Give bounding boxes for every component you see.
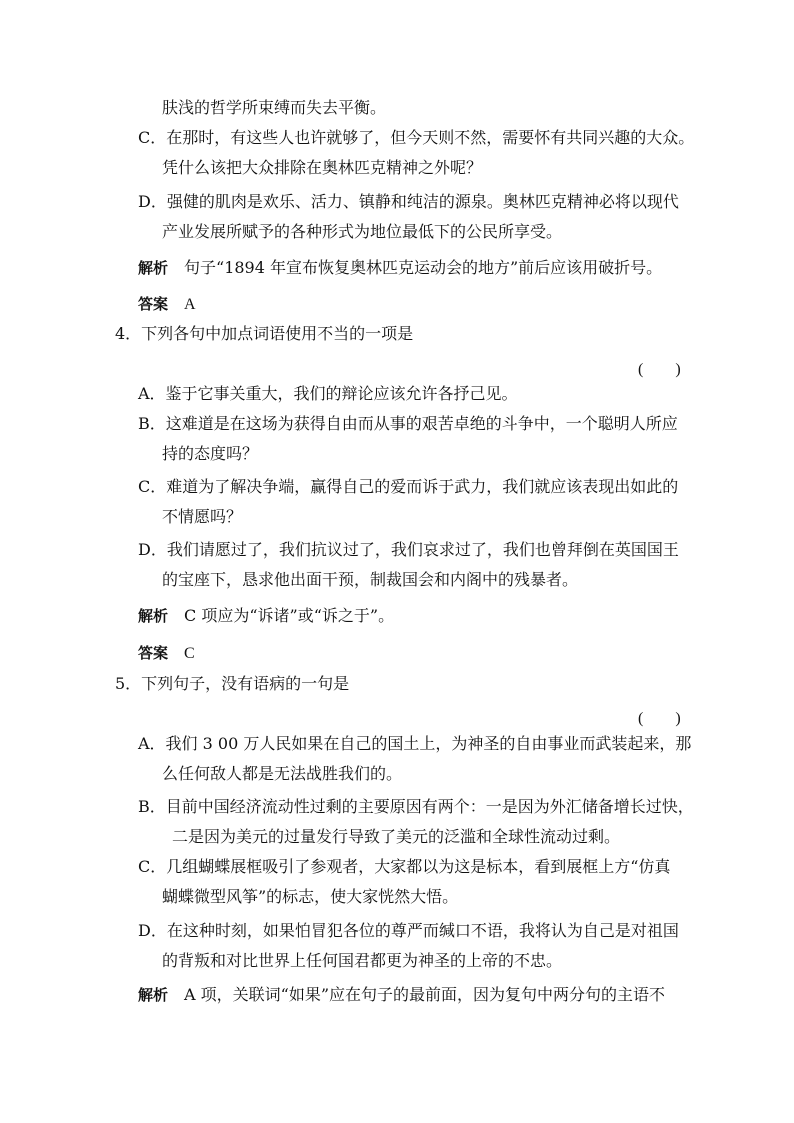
analysis-text: C 项应为“诉诸”或“诉之于”。 — [184, 606, 395, 625]
q4-option-d-line1: D．我们请愿过了，我们抗议过了，我们哀求过了，我们也曾拜倒在英国国王 — [138, 540, 679, 559]
q4-option-b-line1: B．这难道是在这场为获得自由而从事的艰苦卓绝的斗争中，一个聪明人所应 — [138, 414, 678, 433]
q4-stem: 4．下列各句中加点词语使用不当的一项是 — [115, 324, 414, 343]
q4-option-c-line1: C．难道为了解决争端，赢得自己的爱而诉于武力，我们就应该表现出如此的 — [138, 477, 679, 496]
q5-stem: 5．下列句子，没有语病的一句是 — [115, 674, 350, 693]
answer-label: 答案 — [138, 295, 169, 313]
q5-option-a-line1: A．我们 3 00 万人民如果在自己的国土上，为神圣的自由事业而武装起来，那 — [138, 734, 692, 753]
q4-option-c-line2: 不情愿吗？ — [162, 507, 243, 526]
q5-option-b-line2: 二是因为美元的过量发行导致了美元的泛滥和全球性流动过剩。 — [172, 827, 621, 846]
q4-option-d-line2: 的宝座下，恳求他出面干预，制裁国会和内阁中的残暴者。 — [162, 570, 579, 589]
q4-option-b-line2: 持的态度吗？ — [162, 444, 259, 463]
q5-option-c-line1: C．几组蝴蝶展框吸引了参观者，大家都以为这是标本，看到展框上方“仿真 — [138, 857, 671, 876]
q5-option-b-line1: B．目前中国经济流动性过剩的主要原因有两个：一是因为外汇储备增长过快， — [138, 797, 694, 816]
analysis-label: 解析 — [138, 986, 169, 1004]
q3-option-c-line1: C．在那时，有这些人也许就够了，但今天则不然，需要怀有共同兴趣的大众。 — [138, 128, 695, 147]
q3-analysis — [138, 258, 662, 278]
q3-answer — [138, 294, 196, 315]
q4-answer-bracket: ( ) — [638, 361, 681, 378]
analysis-label: 解析 — [138, 259, 169, 277]
q4-answer — [138, 643, 195, 664]
q3-option-c-line2: 凭什么该把大众排除在奥林匹克精神之外呢？ — [162, 158, 483, 177]
q5-option-a-line2: 么任何敌人都是无法战胜我们的。 — [162, 764, 403, 783]
q3-option-d-line2: 产业发展所赋予的各种形式为地位最低下的公民所享受。 — [162, 222, 563, 241]
analysis-text: A 项，关联词“如果”应在句子的最前面，因为复句中两分句的主语不 — [184, 985, 666, 1004]
q4-option-a: A．鉴于它事关重大，我们的辩论应该允许各抒己见。 — [138, 384, 518, 403]
q5-option-d-line1: D．在这种时刻，如果怕冒犯各位的尊严而缄口不语，我将认为自己是对祖国 — [138, 921, 679, 940]
analysis-text: 句子“1894 年宣布恢复奥林匹克运动会的地方”前后应该用破折号。 — [184, 258, 663, 277]
q4-analysis — [138, 606, 394, 626]
q5-answer-bracket: ( ) — [638, 710, 681, 727]
q3-option-b-continuation: 肤浅的哲学所束缚而失去平衡。 — [162, 98, 387, 117]
analysis-label: 解析 — [138, 607, 169, 625]
answer-value: A — [184, 296, 196, 313]
q3-option-d-line1: D．强健的肌肉是欢乐、活力、镇静和纯洁的源泉。奥林匹克精神必将以现代 — [138, 192, 679, 211]
answer-value: C — [184, 645, 195, 662]
q5-analysis — [138, 985, 665, 1005]
q5-option-d-line2: 的背叛和对比世界上任何国君都更为神圣的上帝的不忠。 — [162, 951, 563, 970]
q5-option-c-line2: 蝴蝶微型风筝”的标志，使大家恍然大悟。 — [162, 887, 459, 906]
answer-label: 答案 — [138, 644, 169, 662]
